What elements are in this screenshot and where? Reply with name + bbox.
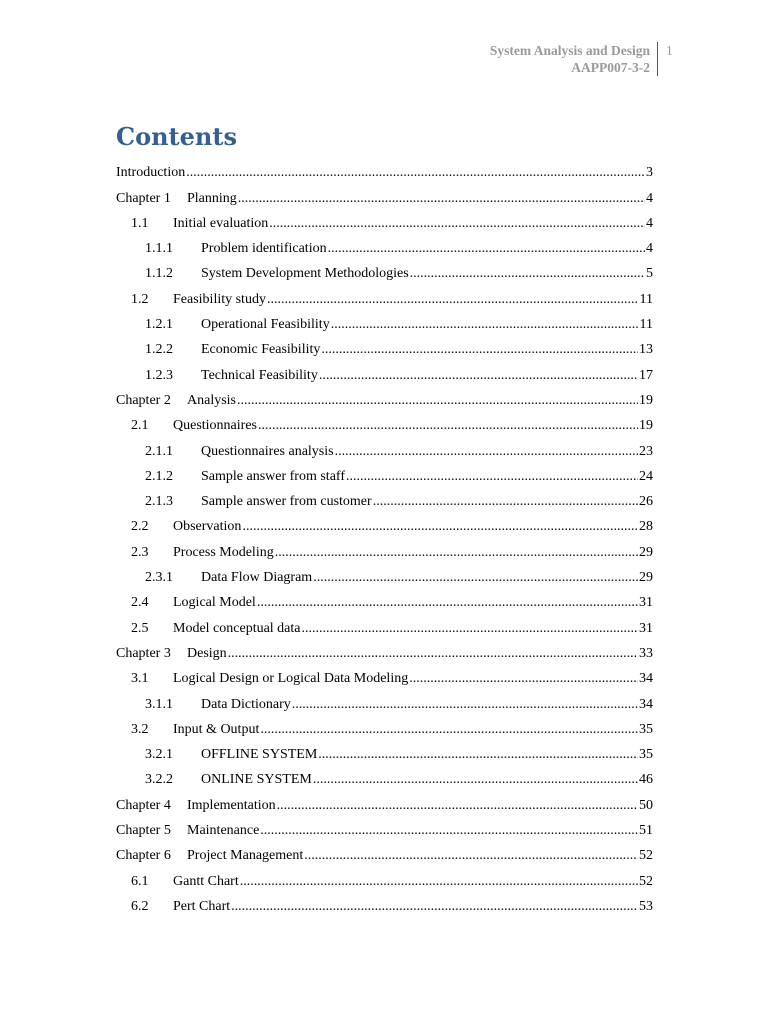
toc-entry-label: Introduction	[116, 165, 186, 181]
toc-entry-label: Initial evaluation	[173, 215, 269, 231]
toc-entry-page: 46	[639, 772, 653, 788]
toc-entry-label: Project Management	[187, 848, 304, 864]
toc-entry-number: 2.4	[131, 595, 149, 611]
toc-entry-label: Observation	[173, 519, 242, 535]
toc-entry-number: 1.2	[131, 291, 149, 307]
toc-entry-number: 6.1	[131, 873, 149, 889]
toc-entry[interactable]	[116, 717, 653, 742]
toc-entry-page: 11	[639, 317, 653, 333]
toc-entry-label: Logical Model	[173, 595, 256, 611]
toc-entry-page: 31	[639, 620, 653, 636]
toc-entry[interactable]	[116, 615, 653, 640]
toc-entry[interactable]	[116, 312, 653, 337]
toc-entry-label: Data Flow Diagram	[201, 570, 313, 586]
toc-entry-number: 3.1.1	[145, 696, 173, 712]
header-title: System Analysis and Design	[489, 43, 650, 58]
toc-dot-leader	[242, 519, 638, 535]
toc-entry[interactable]	[116, 514, 653, 539]
toc-entry-number: 1.2.1	[145, 317, 173, 333]
toc-entry-number: 2.1	[131, 418, 149, 434]
toc-entry[interactable]	[116, 185, 653, 210]
toc-entry-number: Chapter 2	[116, 392, 171, 408]
toc-entry-number: 1.2.2	[145, 342, 173, 358]
toc-entry-number: 3.2.1	[145, 747, 173, 763]
toc-entry-page: 35	[639, 721, 653, 737]
toc-dot-leader	[318, 747, 638, 763]
toc-entry-page: 26	[639, 494, 653, 510]
toc-entry[interactable]	[116, 160, 653, 185]
toc-entry-number: 1.1.2	[145, 266, 173, 282]
toc-entry-page: 4	[646, 241, 653, 257]
toc-entry[interactable]	[116, 590, 653, 615]
toc-entry-page: 53	[639, 898, 653, 914]
toc-entry-label: Sample answer from staff	[201, 468, 345, 484]
toc-title: Contents	[116, 122, 237, 151]
toc-entry-label: Gantt Chart	[173, 873, 239, 889]
header-code: AAPP007-3-2	[571, 60, 650, 75]
toc-entry[interactable]	[116, 539, 653, 564]
header-divider	[657, 42, 658, 76]
page-header	[490, 42, 650, 76]
toc-entry-number: Chapter 5	[116, 823, 171, 839]
toc-entry-page: 4	[646, 215, 653, 231]
toc-entry-label: Feasibility study	[173, 291, 266, 307]
toc-entry-label: Implementation	[187, 797, 276, 813]
toc-dot-leader	[228, 646, 638, 662]
toc-entry[interactable]	[116, 691, 653, 716]
toc-dot-leader	[186, 165, 645, 181]
toc-entry-number: 2.1.3	[145, 494, 173, 510]
toc-entry-number: 2.2	[131, 519, 149, 535]
toc-entry-page: 24	[639, 468, 653, 484]
toc-entry-number: 2.1.1	[145, 443, 173, 459]
toc-entry-number: 2.3	[131, 544, 149, 560]
toc-dot-leader	[269, 216, 645, 232]
toc-entry-page: 5	[646, 266, 653, 282]
toc-entry-label: Maintenance	[187, 823, 260, 839]
toc-entry-number: 3.2.2	[145, 772, 173, 788]
toc-entry-page: 35	[639, 747, 653, 763]
toc-entry[interactable]	[116, 894, 653, 919]
toc-entry-number: 2.1.2	[145, 468, 173, 484]
toc-entry-label: Questionnaires	[173, 418, 257, 434]
toc-entry-label: Economic Feasibility	[201, 342, 321, 358]
toc-entry[interactable]	[116, 792, 653, 817]
toc-entry-page: 34	[639, 671, 653, 687]
toc-entry-label: Analysis	[187, 392, 236, 408]
toc-entry[interactable]	[116, 337, 653, 362]
toc-dot-leader	[302, 621, 638, 637]
toc-entry-page: 52	[639, 873, 653, 889]
toc-entry-number: Chapter 6	[116, 848, 171, 864]
toc-entry[interactable]	[116, 286, 653, 311]
toc-dot-leader	[237, 393, 638, 409]
toc-dot-leader	[304, 848, 638, 864]
toc-entry[interactable]	[116, 388, 653, 413]
toc-entry-number: 2.5	[131, 620, 149, 636]
toc-entry-label: OFFLINE SYSTEM	[201, 747, 318, 763]
toc-entry[interactable]	[116, 489, 653, 514]
toc-entry-page: 29	[639, 544, 653, 560]
toc-entry-page: 11	[639, 291, 653, 307]
toc-entry-label: Problem identification	[201, 241, 327, 257]
toc-entry-number: 6.2	[131, 898, 149, 914]
toc-dot-leader	[258, 418, 638, 434]
toc-entry-page: 23	[639, 443, 653, 459]
toc-entry-page: 19	[639, 418, 653, 434]
toc-entry-page: 28	[639, 519, 653, 535]
toc-entry-number: 2.3.1	[145, 570, 173, 586]
toc-dot-leader	[292, 697, 638, 713]
toc-entry[interactable]	[116, 464, 653, 489]
toc-entry-page: 17	[639, 367, 653, 383]
toc-entry-label: Design	[187, 645, 227, 661]
toc-entry-label: Logical Design or Logical Data Modeling	[173, 671, 409, 687]
toc-entry-number: 1.1	[131, 215, 149, 231]
toc-entry-number: Chapter 1	[116, 190, 171, 206]
toc-entry-page: 50	[639, 797, 653, 813]
toc-dot-leader	[231, 899, 638, 915]
toc-entry-page: 34	[639, 696, 653, 712]
toc-dot-leader	[313, 570, 638, 586]
toc-entry[interactable]	[116, 413, 653, 438]
toc-dot-leader	[257, 595, 638, 611]
toc-entry-label: Questionnaires analysis	[201, 443, 334, 459]
toc-entry-page: 52	[639, 848, 653, 864]
toc-entry[interactable]	[116, 666, 653, 691]
toc-dot-leader	[321, 342, 638, 358]
toc-dot-leader	[275, 545, 638, 561]
toc-entry-page: 3	[646, 165, 653, 181]
toc-entry-number: Chapter 4	[116, 797, 171, 813]
toc-dot-leader	[373, 494, 638, 510]
toc-entry-number: 1.2.3	[145, 367, 173, 383]
toc-dot-leader	[331, 317, 639, 333]
toc-entry-page: 33	[639, 645, 653, 661]
toc-entry-label: Planning	[187, 190, 237, 206]
toc-entry-label: Process Modeling	[173, 544, 274, 560]
toc-entry[interactable]	[116, 211, 653, 236]
toc-entry-number: 1.1.1	[145, 241, 173, 257]
toc-entry-label: Sample answer from customer	[201, 494, 372, 510]
toc-dot-leader	[335, 444, 638, 460]
toc-entry[interactable]	[116, 742, 653, 767]
toc-entry-page: 51	[639, 823, 653, 839]
toc-entry-label: Model conceptual data	[173, 620, 301, 636]
toc-entry[interactable]	[116, 438, 653, 463]
toc-entry[interactable]	[116, 767, 653, 792]
toc-entry-number: Chapter 3	[116, 645, 171, 661]
toc-dot-leader	[328, 241, 645, 257]
toc-entry[interactable]	[116, 641, 653, 666]
toc-entry-number: 3.1	[131, 671, 149, 687]
toc-dot-leader	[260, 722, 638, 738]
toc-entry[interactable]	[116, 565, 653, 590]
toc-entry-page: 19	[639, 392, 653, 408]
toc-entry[interactable]	[116, 843, 653, 868]
toc-entry-page: 4	[646, 190, 653, 206]
toc-entry-page: 31	[639, 595, 653, 611]
header-page-number: 1	[666, 43, 673, 58]
table-of-contents	[116, 160, 653, 919]
toc-entry-label: Input & Output	[173, 721, 260, 737]
toc-dot-leader	[240, 874, 638, 890]
toc-entry[interactable]	[116, 261, 653, 286]
toc-entry[interactable]	[116, 236, 653, 261]
toc-dot-leader	[277, 798, 638, 814]
toc-entry-label: ONLINE SYSTEM	[201, 772, 312, 788]
toc-entry-label: Technical Feasibility	[201, 367, 318, 383]
toc-entry[interactable]	[116, 362, 653, 387]
toc-entry-label: Operational Feasibility	[201, 317, 330, 333]
toc-entry-number: 3.2	[131, 721, 149, 737]
toc-dot-leader	[346, 469, 638, 485]
toc-entry-label: Pert Chart	[173, 898, 231, 914]
toc-entry-label: System Development Methodologies	[201, 266, 409, 282]
toc-dot-leader	[260, 823, 638, 839]
toc-entry-label: Data Dictionary	[201, 696, 291, 712]
toc-dot-leader	[313, 772, 638, 788]
toc-dot-leader	[409, 671, 638, 687]
toc-entry[interactable]	[116, 868, 653, 893]
toc-dot-leader	[238, 191, 645, 207]
toc-dot-leader	[267, 292, 639, 308]
toc-dot-leader	[410, 266, 645, 282]
toc-dot-leader	[319, 368, 638, 384]
toc-entry-page: 29	[639, 570, 653, 586]
toc-entry[interactable]	[116, 818, 653, 843]
toc-entry-page: 13	[639, 342, 653, 358]
